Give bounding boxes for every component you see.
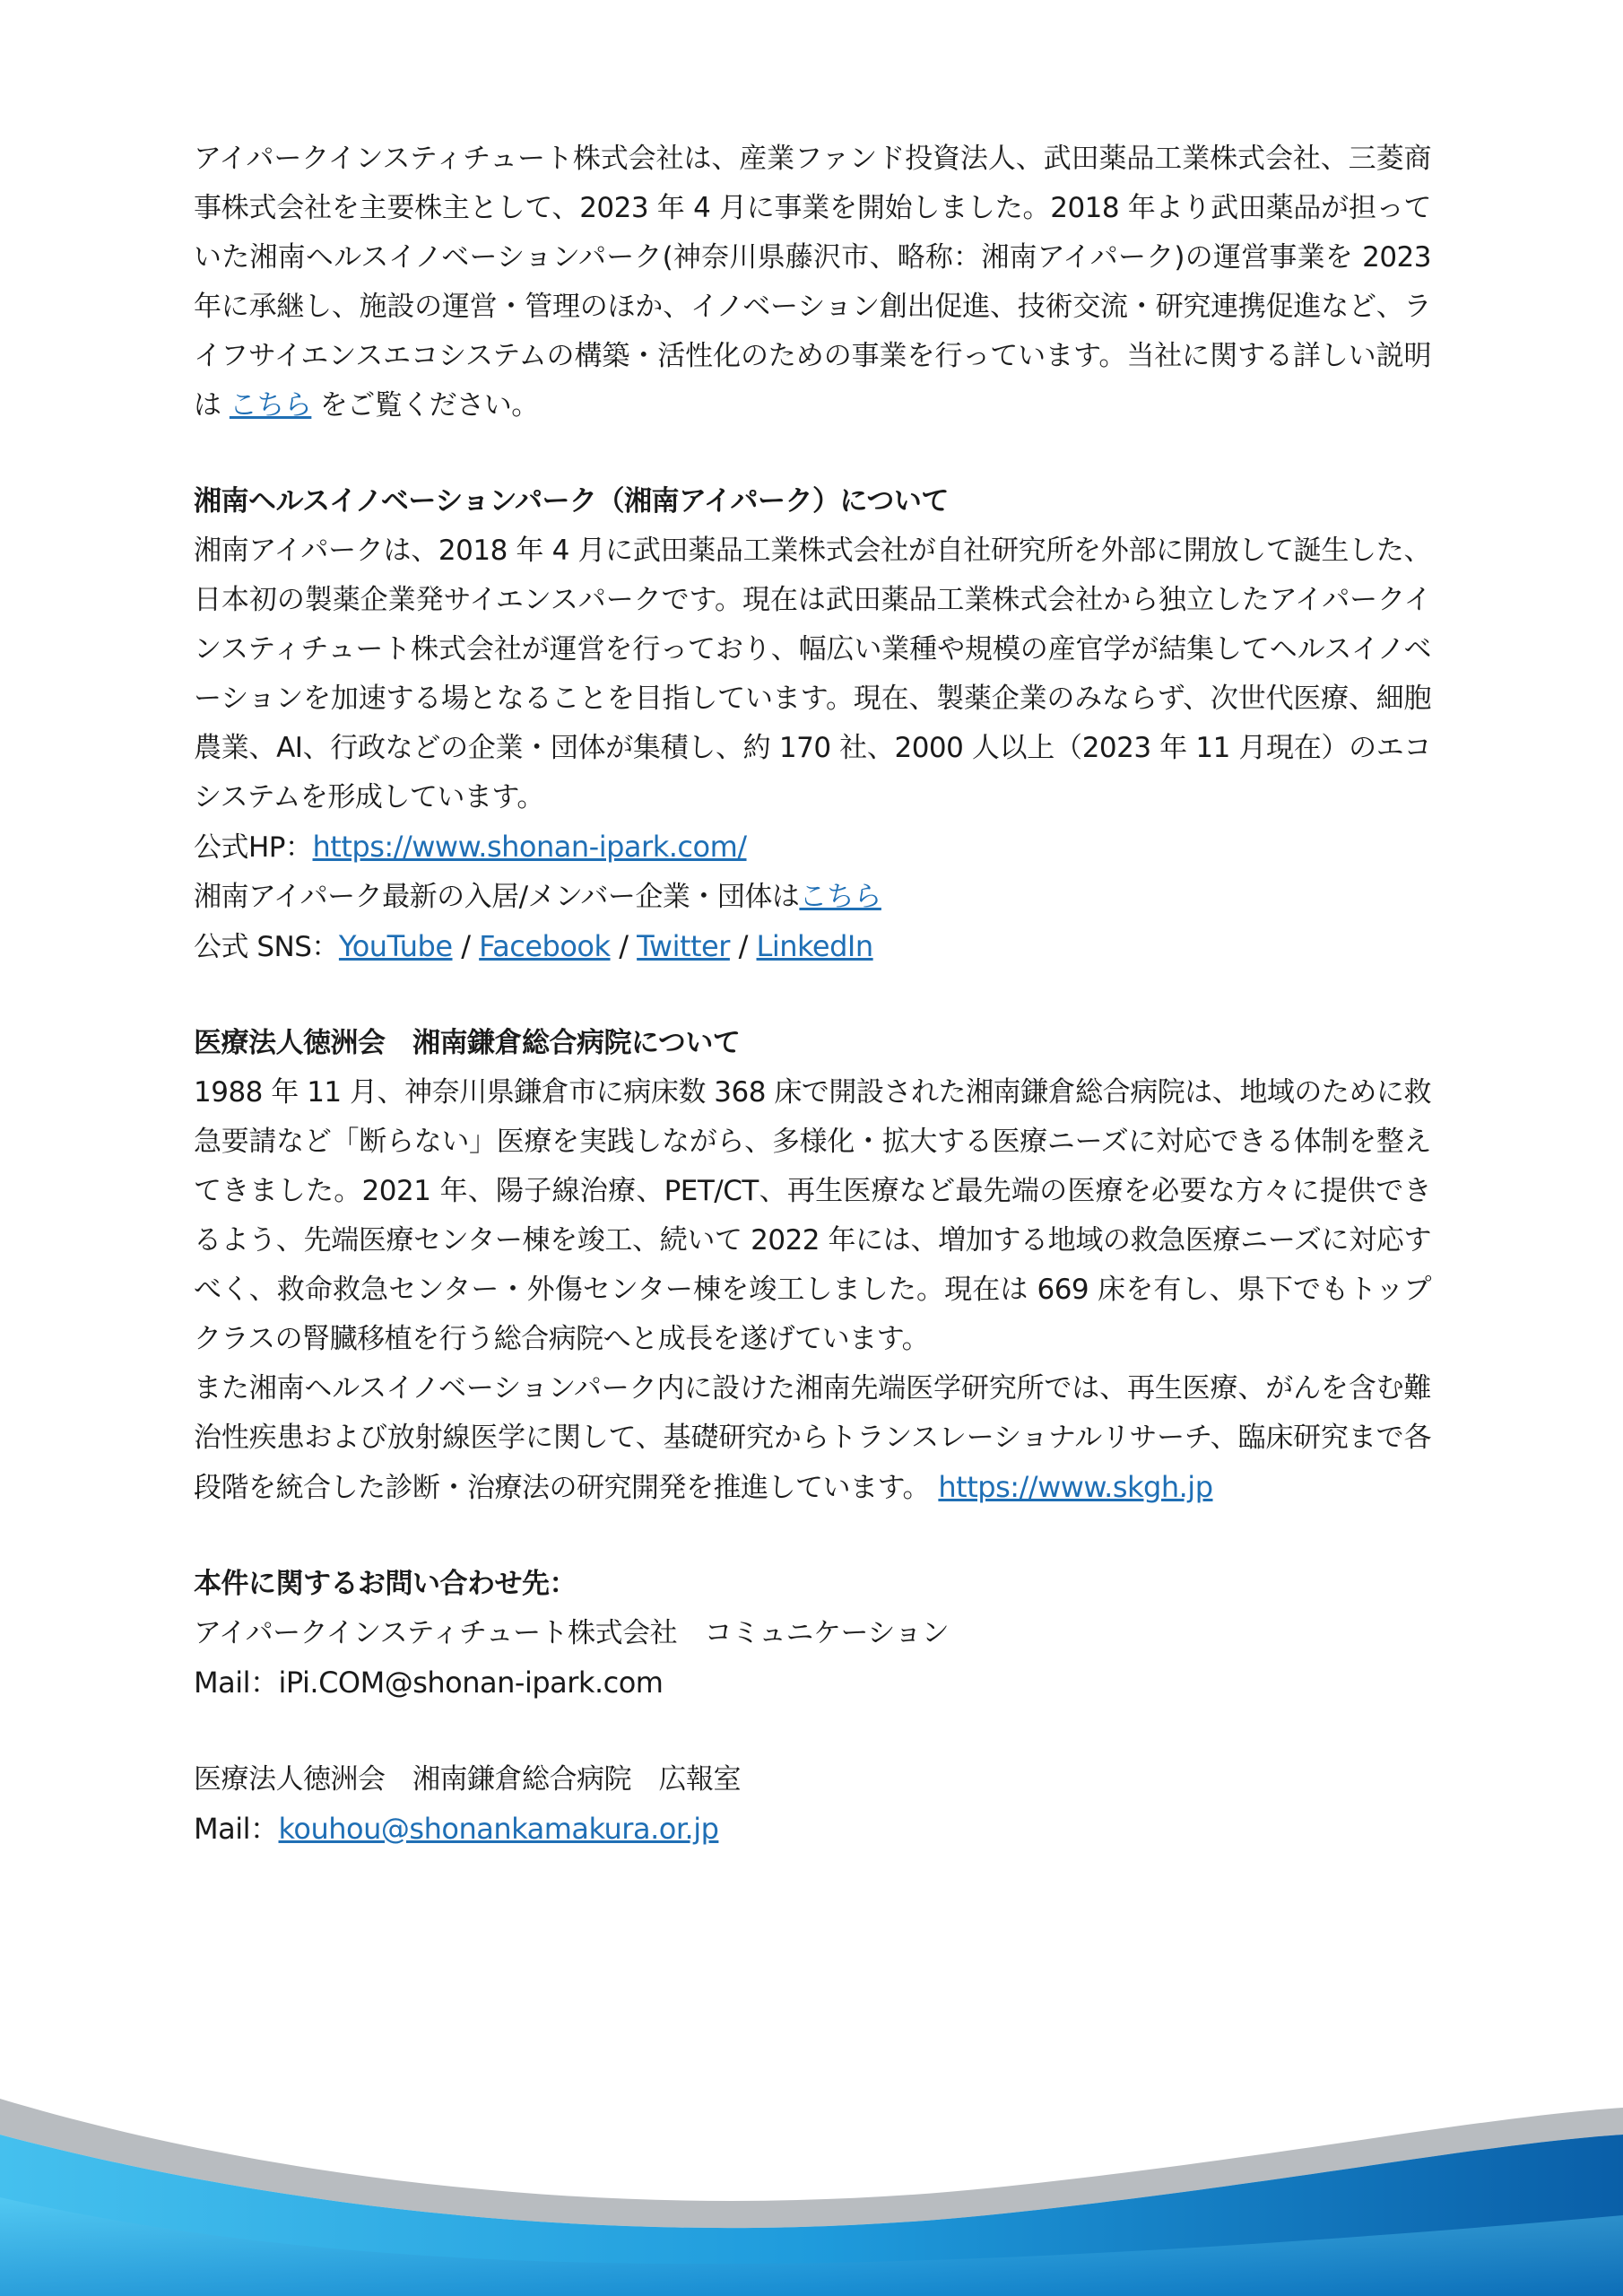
facebook-link[interactable]: Facebook: [479, 929, 611, 963]
ipark-body: 湘南アイパークは、2018 年 4 月に武田薬品工業株式会社が自社研究所を外部に開放して誕生した、日本初の製薬企業発サイエンスパークです。現在は武田薬品工業株式会社から独立したアイパークインスティチュート株式会社が運営を行っており、幅広い業種や規模の産官学が結集してヘルスイノベーションを加速する場となることを目指しています。現在、製薬企業のみならず、次世代医療、細胞農業、AI、行政などの企業・団体が集積し、約 170 社、2000 人以上（2023 年 11 月現在）のエコシステムを形成しています。: [194, 535, 1431, 813]
members-link[interactable]: こちら: [799, 881, 881, 913]
hp-link[interactable]: https://www.shonan-ipark.com/: [312, 830, 747, 864]
sns-separator: /: [729, 929, 757, 963]
contact-mail1-line: [194, 1658, 1431, 1709]
ipark-heading: 湘南ヘルスイノベーションパーク（湘南アイパーク）について: [194, 485, 949, 517]
footer-wave: [0, 2081, 1623, 2296]
intro-text: アイパークインスティチュート株式会社は、産業ファンド投資法人、武田薬品工業株式会社、三菱商事株式会社を主要株主として、2023 年 4 月に事業を開始しました。2018 年より武田薬品が担っていた湘南ヘルスイノベーションパーク(神奈川県藤沢市、略称：湘南アイパーク)の運営事業を 2023 年に承継し、施設の運営・管理のほか、イノベーション創出促進、技術交流・研究連携促進など、ライフサイエンスエコシステムの構築・活性化のための事業を行っています。当社に関する詳しい説明は: [194, 143, 1431, 422]
mail1-label: Mail：: [194, 1665, 279, 1700]
contact-org1: アイパークインスティチュート株式会社 コミュニケーション: [194, 1617, 950, 1649]
document-body: [194, 135, 1431, 1855]
intro-link[interactable]: こちら: [229, 389, 312, 422]
hospital-research: [194, 1364, 1431, 1513]
sns-label: 公式 SNS：: [194, 931, 339, 963]
twitter-link[interactable]: Twitter: [637, 929, 730, 963]
hp-label: 公式HP：: [194, 831, 313, 864]
mail2-label: Mail：: [194, 1812, 279, 1846]
contact-mail2-line: [194, 1805, 1431, 1855]
mail1-address: iPi.COM@shonan-ipark.com: [278, 1665, 664, 1700]
sns-separator: /: [610, 929, 638, 963]
hospital-heading: 医療法人徳洲会 湘南鎌倉総合病院について: [194, 1027, 741, 1059]
intro-paragraph: [194, 135, 1431, 430]
ipark-members-line: [194, 873, 1431, 922]
contact-heading: 本件に関するお問い合わせ先：: [194, 1568, 577, 1600]
sns-separator: /: [452, 929, 480, 963]
intro-tail: をご覧ください。: [311, 389, 539, 422]
ipark-sns-line: [194, 922, 1431, 972]
mail2-link[interactable]: kouhou@shonankamakura.or.jp: [278, 1812, 719, 1846]
hospital-body: 1988 年 11 月、神奈川県鎌倉市に病床数 368 床で開設された湘南鎌倉総合病院は、地域のために救急要請など「断らない」医療を実践しながら、多様化・拡大する医療ニーズに対応できる体制を整えてきました。2021 年、陽子線治療、PET/CT、再生医療など最先端の医療を必要な方々に提供できるよう、先端医療センター棟を竣工、続いて 2022 年には、増加する地域の救急医療ニーズに対応すべく、救命救急センター・外傷センター棟を竣工しました。現在は 669 床を有し、県下でもトップクラスの腎臓移植を行う総合病院へと成長を遂げています。: [194, 1076, 1431, 1355]
research-text: また湘南ヘルスイノベーションパーク内に設けた湘南先端医学研究所では、再生医療、がんを含む難治性疾患および放射線医学に関して、基礎研究からトランスレーショナルリサーチ、臨床研究まで各段階を統合した診断・治療法の研究開発を推進しています。: [194, 1372, 1431, 1504]
contact-org2: 医療法人徳洲会 湘南鎌倉総合病院 広報室: [194, 1763, 741, 1796]
hospital-url-link[interactable]: https://www.skgh.jp: [938, 1470, 1213, 1504]
linkedin-link[interactable]: LinkedIn: [756, 929, 873, 963]
ipark-hp-line: [194, 822, 1431, 873]
members-text: 湘南アイパーク最新の入居/メンバー企業・団体は: [194, 881, 800, 913]
youtube-link[interactable]: YouTube: [338, 929, 453, 963]
